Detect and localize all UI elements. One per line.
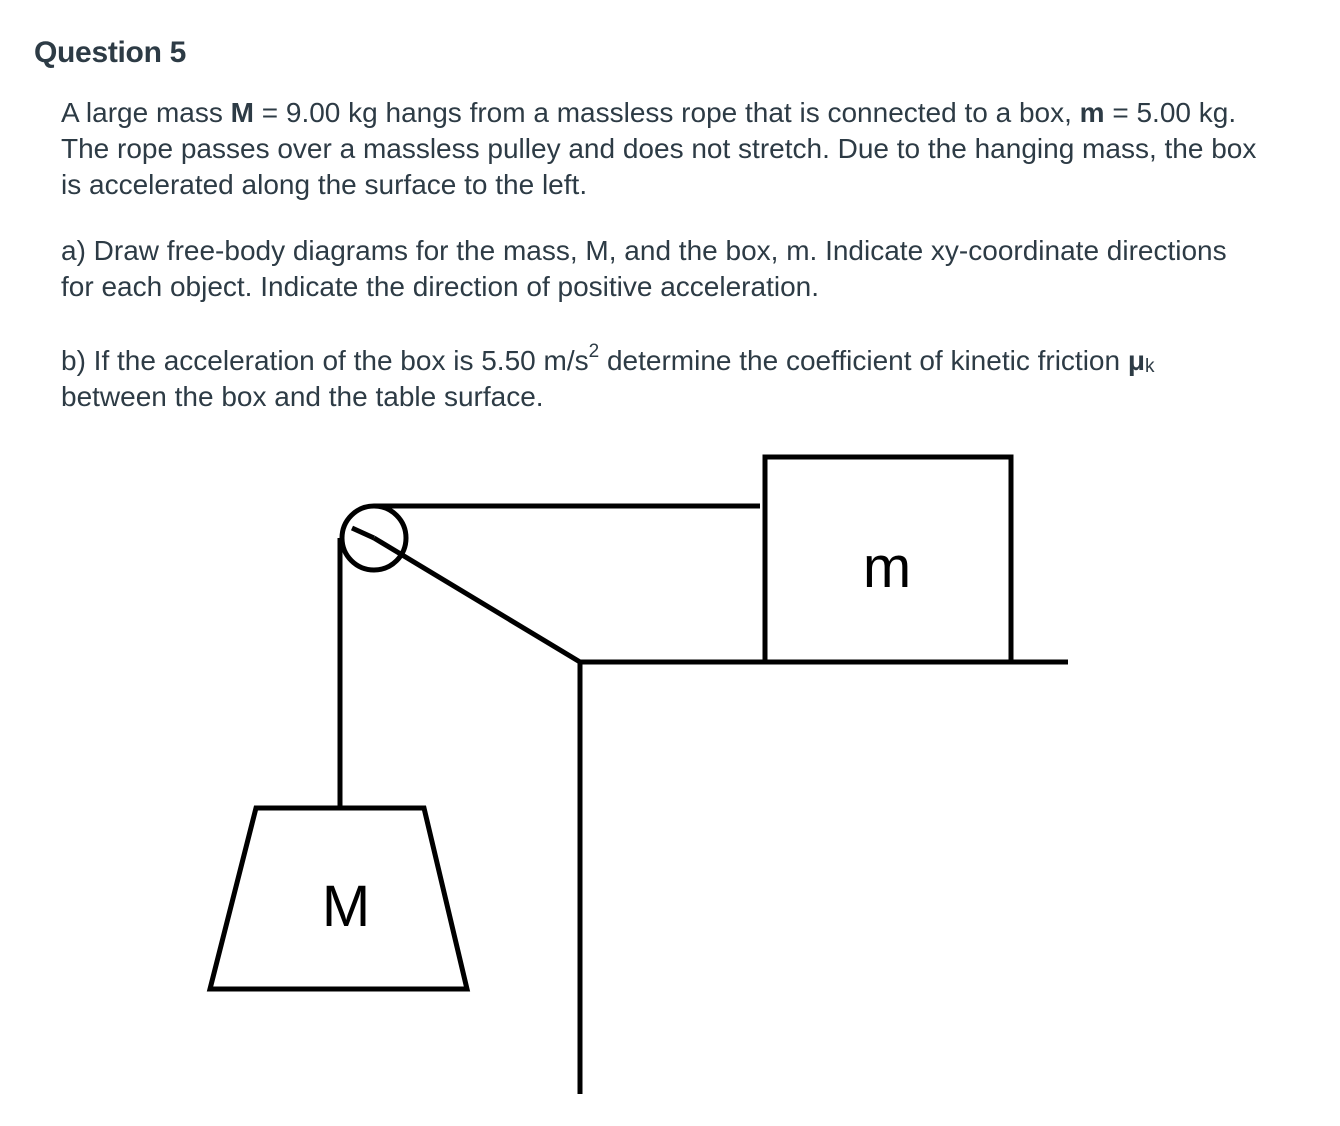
statement-text-3: = 5.00 kg. The rope passes over a massless pulley and does not stretch. Due to the hanging mass, the box is accelerated along the surface to the left. [61, 97, 1257, 200]
pulley-axle [352, 528, 374, 538]
mu-subscript: k [1144, 356, 1155, 377]
diagram-lines [210, 457, 1068, 1094]
statement-text-1: A large mass [61, 97, 231, 128]
exponent-2: 2 [588, 340, 600, 362]
part-b-text-2: determine the coefficient of kinetic friction [599, 345, 1128, 376]
question-title: Question 5 [34, 36, 187, 69]
part-b-text-3: between the box and the table surface. [61, 381, 544, 412]
statement-text-2: = 9.00 kg hangs from a massless rope that is connected to a box, [253, 97, 1080, 128]
box-label: m [862, 535, 912, 600]
mu-symbol: μ [1127, 345, 1145, 376]
mass-m-symbol: m [1079, 97, 1105, 128]
mass-label: M [321, 874, 371, 939]
part-a-text: a) Draw free-body diagrams for the mass, M, and the box, m. Indicate xy-coordinate directions for each object. Indicate the direction of positive acceleration. [61, 235, 1227, 302]
pulley-support-arm [374, 538, 580, 662]
mass-M-symbol: M [230, 97, 254, 128]
part-b-text-1: b) If the acceleration of the box is 5.50 m/s [61, 345, 589, 376]
